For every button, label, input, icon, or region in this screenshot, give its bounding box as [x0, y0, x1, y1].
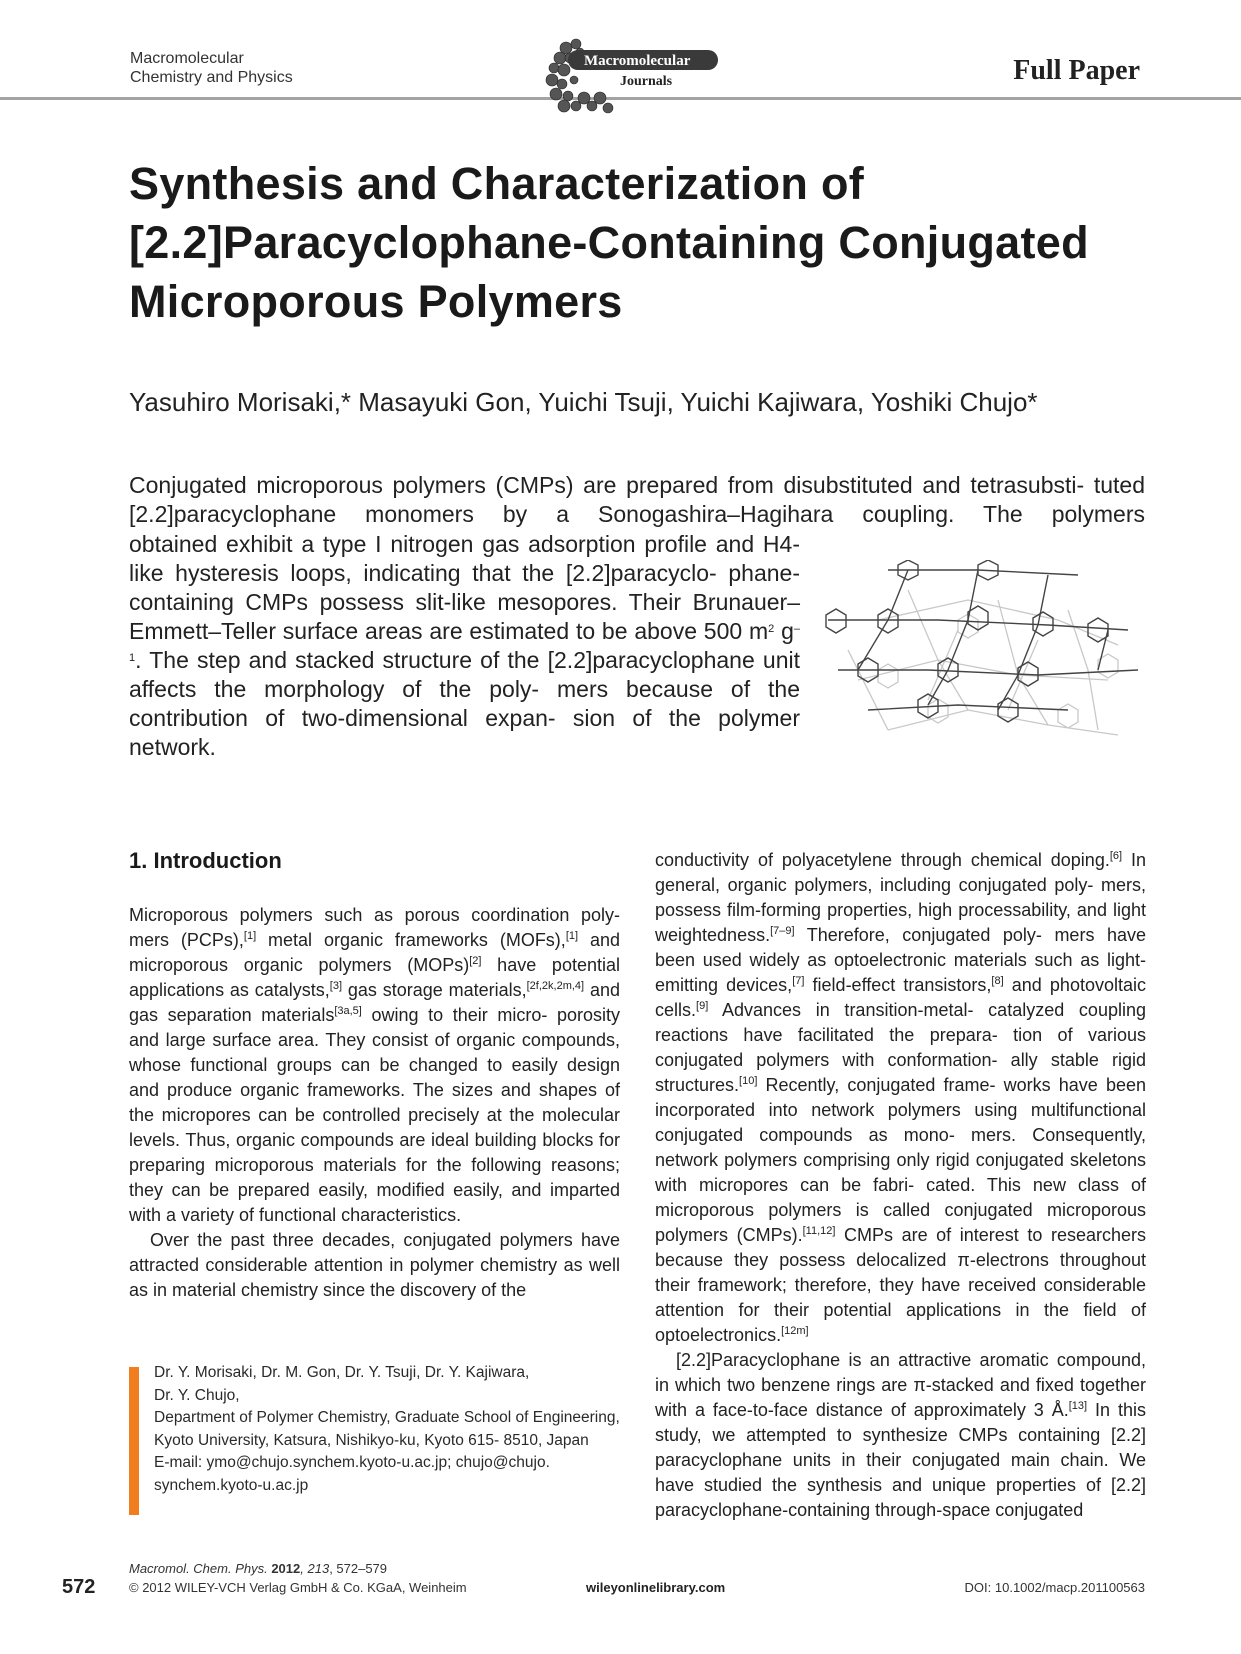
author-affiliation-footnote — [154, 1362, 624, 1498]
citation-ref: [13] — [1068, 1400, 1088, 1412]
citation-year: 2012 — [271, 1561, 301, 1576]
citation-ref: [3] — [329, 980, 343, 992]
author-list: Yasuhiro Morisaki,* Masayuki Gon, Yuichi Tsuji, Yuichi Kajiwara, Yoshiki Chujo* — [129, 387, 1038, 417]
footnote-email: E-mail: ymo@chujo.synchem.kyoto-u.ac.jp; chujo@chujo. synchem.kyoto-u.ac.jp — [154, 1454, 550, 1494]
doi-link[interactable]: DOI: 10.1002/macp.201100563 — [964, 1580, 1145, 1595]
text-run: conductivity of polyacetylene through chemical doping. — [655, 850, 1110, 870]
citation-volume: 213 — [307, 1561, 330, 1576]
citation-ref: [12m] — [781, 1325, 809, 1337]
citation-ref: [10] — [739, 1075, 758, 1087]
journal-name — [130, 49, 293, 87]
footnote-line: Dr. Y. Chujo, — [154, 1386, 240, 1404]
footnote-affiliation: Department of Polymer Chemistry, Graduate School of Engineering, Kyoto University, Katsura, Nishikyo-ku, Kyoto 615- 8510, Japan — [154, 1409, 620, 1449]
citation-ref: [2] — [469, 955, 482, 967]
abstract-full-width: Conjugated microporous polymers (CMPs) are prepared from disubstituted and tetrasubsti- tuted [2.2]paracyclophane monomers by a Sonogashira–Hagihara coupling. The polymers — [129, 472, 1145, 527]
text-run: Recently, conjugated frame- works have been incorporated into network polymers using multifunctional conjugated compounds as mono- mers. Consequently, network polymers comprising only rigid conjugated skeletons with micropores can be fabri- cated. This new class of microporous polymers is called conjugated microporous polymers (CMPs). — [655, 1075, 1146, 1245]
text-run: field-effect transistors, — [804, 975, 992, 995]
body-column-left — [129, 903, 620, 1303]
logo-text-primary: Macromolecular — [584, 53, 691, 69]
abstract-text-3: . The step and stacked structure of the [2.2]paracyclophane unit affects the morphology of the poly- mers because of the contribution of two-dimensional expan- sion of the polymer network. — [129, 647, 800, 760]
polymer-network-graphic — [818, 560, 1148, 755]
citation-ref: [2f,2k,2m,4] — [526, 980, 585, 992]
text-run: In this study, we attempted to synthesize CMPs containing [2.2] paracyclophane units in their conjugated main chain. We have studied the synthesis and unique properties of [2.2] paracyclophane-containing through-space conjugated — [655, 1400, 1147, 1520]
citation-ref: [7–9] — [770, 925, 795, 937]
citation-ref: [11,12] — [802, 1225, 836, 1237]
text-run: [2.2]Paracyclophane is an attractive aromatic compound, in which two benzene rings are π-stacked and fixed together with a face-to-face distance of approximately 3 Å. — [655, 1350, 1146, 1420]
body-column-right — [655, 848, 1146, 1523]
text-run: and gas separation materials — [129, 980, 620, 1025]
text-run: In general, organic polymers, including conjugated poly- mers, possess film-forming properties, high processability, and light weightedness. — [655, 850, 1147, 945]
citation-ref: [1] — [565, 930, 579, 942]
macromolecular-journals-logo — [540, 34, 722, 116]
citation-ref: [7] — [792, 975, 805, 987]
intro-paragraph-3 — [655, 848, 1146, 1348]
citation-pages: , 572–579 — [329, 1561, 388, 1576]
intro-paragraph-4 — [655, 1348, 1146, 1523]
text-run: owing to their micro- porosity and large surface area. They consist of organic compounds, whose functional groups can be changed to easily design and produce organic frameworks. The sizes and shapes of the micropores can be controlled precisely at the molecular levels. Thus, organic compounds are ideal building blocks for preparing microporous materials for the following reasons; they can be prepared easily, modified easily, and imparted with a variety of functional characteristics. — [129, 1005, 620, 1225]
abstract-wrapped — [129, 530, 800, 762]
journal-citation: Macromol. Chem. Phys. 2012, 213, 572–579 — [129, 1561, 388, 1576]
paper-title: Synthesis and Characterization of [2.2]Paracyclophane-Containing Conjugated Microporous Polymers — [129, 158, 1089, 327]
text-run: have potential applications as catalysts, — [129, 955, 620, 1000]
text-run: Therefore, conjugated poly- mers have been used widely as optoelectronic materials such as light-emitting devices, — [655, 925, 1146, 995]
text-run: and photovoltaic cells. — [655, 975, 1146, 1020]
page-number: 572 — [62, 1576, 96, 1598]
logo-text-secondary: Journals — [620, 74, 673, 89]
intro-paragraph-1 — [129, 903, 620, 1228]
citation-journal: Macromol. Chem. Phys. — [129, 1561, 268, 1576]
text-run: Advances in transition-metal- catalyzed coupling reactions have facilitated the prepara- tion of various conjugated polymers with conformation- ally stable rigid structures. — [655, 1000, 1146, 1095]
text-run: and microporous organic polymers (MOPs) — [129, 930, 620, 975]
text-run: CMPs are of interest to researchers because they possess delocalized π-electrons throughout their framework; therefore, they have received considerable attention for their potential applications in the field of optoelectronics. — [655, 1225, 1146, 1345]
copyright-notice: © 2012 WILEY-VCH Verlag GmbH & Co. KGaA, Weinheim — [129, 1580, 467, 1595]
abstract-text-1: obtained exhibit a type I nitrogen gas adsorption profile and H4-like hysteresis loops, indicating that the [2.2]paracyclo- phane-containing CMPs possess slit-like mesopores. Their Brunauer–Emmett–Teller surface areas are estimated to be above 500 m — [129, 531, 800, 644]
citation-ref: [9] — [696, 1000, 709, 1012]
citation-ref: [1] — [243, 930, 257, 942]
footnote-accent-bar — [129, 1367, 139, 1515]
intro-paragraph-2: Over the past three decades, conjugated polymers have attracted considerable attention in polymer chemistry as well as in material chemistry since the discovery of the — [129, 1230, 620, 1300]
publisher-website-link[interactable]: wileyonlinelibrary.com — [586, 1580, 726, 1595]
section-heading-introduction: 1. Introduction — [129, 848, 282, 873]
abstract-sup-1: 2 — [768, 623, 775, 635]
text-run: metal organic frameworks (MOFs), — [256, 930, 566, 950]
journal-name-line1: Macromolecular — [130, 50, 244, 67]
abstract-text-2: g — [774, 618, 794, 644]
text-run: gas storage materials, — [342, 980, 527, 1000]
citation-ref: [8] — [991, 975, 1004, 987]
journal-name-line2: Chemistry and Physics — [130, 69, 293, 86]
footnote-line: Dr. Y. Morisaki, Dr. M. Gon, Dr. Y. Tsuji, Dr. Y. Kajiwara, — [154, 1364, 530, 1381]
section-label: Full Paper — [1013, 55, 1140, 86]
text-run: Microporous polymers such as porous coordination poly- mers (PCPs), — [129, 905, 620, 950]
citation-ref: [6] — [1109, 850, 1123, 862]
citation-ref: [3a,5] — [334, 1005, 362, 1017]
abstract-sup-2: –1 — [129, 623, 801, 664]
